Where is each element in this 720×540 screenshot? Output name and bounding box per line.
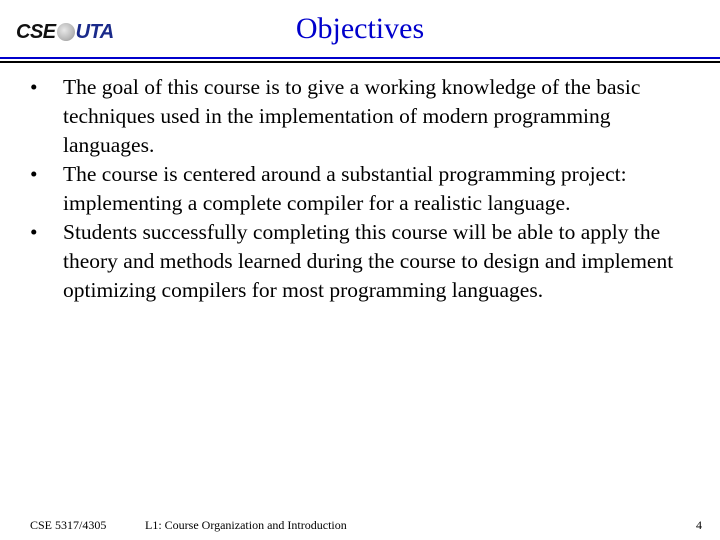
slide-title: Objectives: [295, 12, 425, 45]
bullet-text: Students successfully completing this course will be able to apply the theory and methods learned during the course to design and implement optimizing compilers for most programming languages.: [63, 220, 674, 302]
footer-lecture-title: L1: Course Organization and Introduction: [145, 518, 347, 532]
footer-course: CSE 5317/4305: [30, 518, 107, 532]
footer-page-number: 4: [696, 518, 702, 532]
header-rule-blue: [0, 57, 720, 59]
logo-globe-icon: [57, 23, 75, 41]
bullet-list: [30, 73, 706, 305]
header-rule-black: [0, 61, 720, 63]
logo-cse-text: CSE: [16, 21, 56, 43]
bullet-icon: •: [30, 162, 38, 186]
cse-uta-logo: [16, 17, 116, 47]
bullet-icon: •: [30, 75, 38, 99]
logo-uta-text: UTA: [75, 21, 114, 43]
bullet-item: [30, 73, 706, 160]
bullet-icon: •: [30, 220, 38, 244]
bullet-item: [30, 160, 706, 218]
bullet-item: [30, 218, 706, 305]
bullet-text: The course is centered around a substantial programming project: implementing a complete compiler for a realistic language.: [63, 162, 627, 215]
bullet-text: The goal of this course is to give a working knowledge of the basic techniques used in the implementation of modern programming languages.: [63, 75, 641, 157]
